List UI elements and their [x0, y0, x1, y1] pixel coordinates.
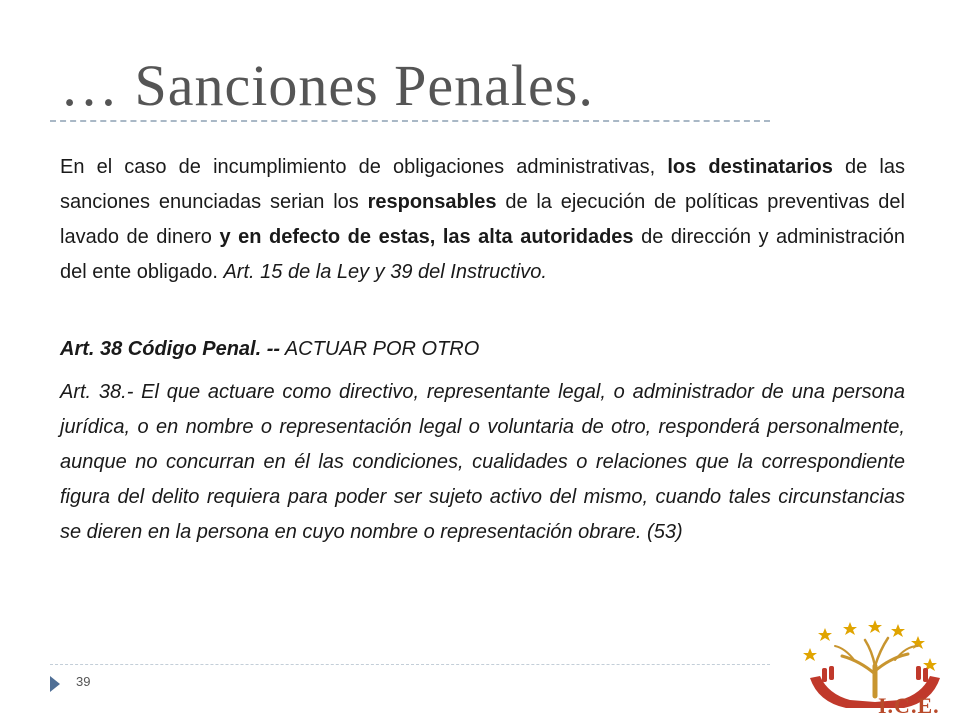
- article-heading-bold: Art. 38 Código Penal. --: [60, 338, 281, 360]
- para-bold-3: y en defecto de estas, las alta autoridades: [219, 226, 634, 248]
- title-divider: [50, 120, 770, 122]
- logo-tree: [835, 638, 918, 696]
- triangle-bullet-icon: [50, 676, 60, 692]
- para-bold-2: responsables: [367, 191, 497, 213]
- slide-body: [60, 150, 905, 550]
- page-number: 39: [76, 674, 91, 689]
- para-reference: Art. 15 de la Ley y 39 del Instructivo.: [223, 261, 547, 283]
- para-text-2: de las sanciones enunciadas serian los: [60, 156, 905, 213]
- para-text-3: de la ejecución de políticas preventivas del lavado de dinero: [60, 191, 905, 248]
- article-quote: Art. 38.- El que actuare como directivo, representante legal, o administrador de una persona jurídica, o en nombre o representación legal o voluntaria de otro, responderá personalmente, aunque no concurran en él las condiciones, cualidades o relaciones que la correspondiente figura del delito requiera para poder ser sujeto activo del mismo, cuando tales circunstancias se dieren en la persona en cuyo nombre o representación obrare. (53): [60, 381, 905, 543]
- para-text-1: En el caso de incumplimiento de obligaciones administrativas,: [60, 156, 668, 178]
- logo-text: I.C.E.: [878, 693, 940, 718]
- slide-title: … Sanciones Penales.: [60, 53, 594, 118]
- footer-divider: [50, 664, 770, 665]
- paragraph-obligations: [60, 150, 905, 290]
- para-bold-1: los destinatarios: [667, 156, 833, 178]
- article-heading-rest: ACTUAR POR OTRO: [280, 338, 480, 360]
- para-text-4: de dirección y administración del ente obligado.: [60, 226, 905, 283]
- article-heading: [60, 332, 905, 367]
